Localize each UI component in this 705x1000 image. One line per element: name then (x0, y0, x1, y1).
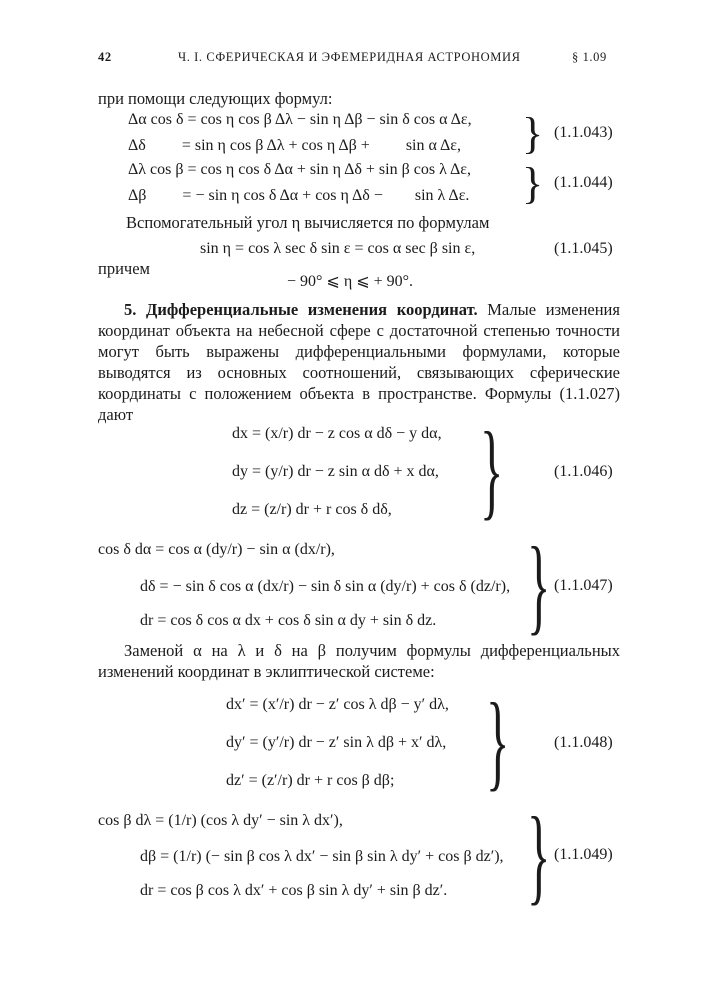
eq-1047-line1: cos δ dα = cos α (dy/r) − sin α (dx/r), (98, 541, 335, 558)
page-number: 42 (98, 50, 112, 64)
eq-1045-number: (1.1.045) (554, 240, 613, 257)
eq-1047-line2: dδ = − sin δ cos α (dx/r) − sin δ sin α (dy/r) + cos δ (dz/r), (140, 578, 511, 595)
eq-1044-number: (1.1.044) (554, 174, 613, 191)
eq-1044-line1: Δλ cos β = cos η cos δ Δα + sin η Δδ + sin β cos λ Δε, (128, 161, 471, 178)
eq-1043-line2: Δδ = sin η cos β Δλ + cos η Δβ + sin α Δε, (128, 137, 461, 154)
eq-1043-number: (1.1.043) (554, 124, 613, 141)
eq-1048-line1: dx′ = (x′/r) dr − z′ cos λ dβ − y′ dλ, (226, 696, 449, 713)
brace-1049: } (527, 796, 551, 915)
section-marker: § 1.09 (572, 50, 607, 64)
eq-1049-line1: cos β dλ = (1/r) (cos λ dy′ − sin λ dx′), (98, 812, 343, 829)
intro-text: при помощи следующих формул: (98, 89, 333, 108)
brace-1043: } (522, 109, 544, 158)
section5-body: Малые изменения координат объекта на небесной сфере с достаточной степенью точности могут быть выражены дифференциальными формулами, которые выводятся из основных соотношений, связывающих сферические координаты с положением объекта в пространстве. Формулы (1.1.027) дают (98, 300, 620, 424)
brace-1044: } (522, 159, 544, 208)
eq-1047-number: (1.1.047) (554, 577, 613, 594)
eq-1049-line2: dβ = (1/r) (− sin β cos λ dx′ − sin β sin λ dy′ + cos β dz′), (140, 848, 504, 865)
eq-1049-line3: dr = cos β cos λ dx′ + cos β sin λ dy′ + sin β dz′. (140, 882, 448, 899)
eq-1045-line: sin η = cos λ sec δ sin ε = cos α sec β sin ε, (200, 240, 476, 257)
eq-1048-number: (1.1.048) (554, 734, 613, 751)
brace-1046: } (480, 411, 504, 530)
eta-range: − 90° ⩽ η ⩽ + 90°. (287, 273, 414, 290)
eq-1048-line3: dz′ = (z′/r) dr + r cos β dβ; (226, 772, 395, 789)
eq-1047-line3: dr = cos δ cos α dx + cos δ sin α dy + sin δ dz. (140, 612, 437, 629)
eq-1046-line3: dz = (z/r) dr + r cos δ dδ, (232, 501, 392, 518)
section5-title: 5. Дифференциальные изменения координат. (124, 300, 478, 319)
eq-1046-line2: dy = (y/r) dr − z sin α dδ + x dα, (232, 463, 439, 480)
section5-paragraph (98, 299, 620, 425)
running-title: Ч. I. СФЕРИЧЕСКАЯ И ЭФЕМЕРИДНАЯ АСТРОНОМИЯ (178, 50, 521, 64)
eq-1046-number: (1.1.046) (554, 463, 613, 480)
moreover-word: причем (98, 259, 150, 278)
aux-angle-text: Вспомогательный угол η вычисляется по формулам (126, 213, 490, 232)
eq-1044-line2: Δβ = − sin η cos δ Δα + cos η Δδ − sin λ Δε. (128, 187, 470, 204)
brace-1047: } (527, 526, 551, 645)
replace-paragraph: Заменой α на λ и δ на β получим формулы дифференциальных изменений координат в эклиптической системе: (98, 641, 620, 681)
eq-1046-line1: dx = (x/r) dr − z cos α dδ − y dα, (232, 425, 442, 442)
eq-1043-line1: Δα cos δ = cos η cos β Δλ − sin η Δβ − sin δ cos α Δε, (128, 111, 472, 128)
eq-1048-line2: dy′ = (y′/r) dr − z′ sin λ dβ + x′ dλ, (226, 734, 447, 751)
eq-1049-number: (1.1.049) (554, 846, 613, 863)
brace-1048: } (486, 682, 510, 801)
